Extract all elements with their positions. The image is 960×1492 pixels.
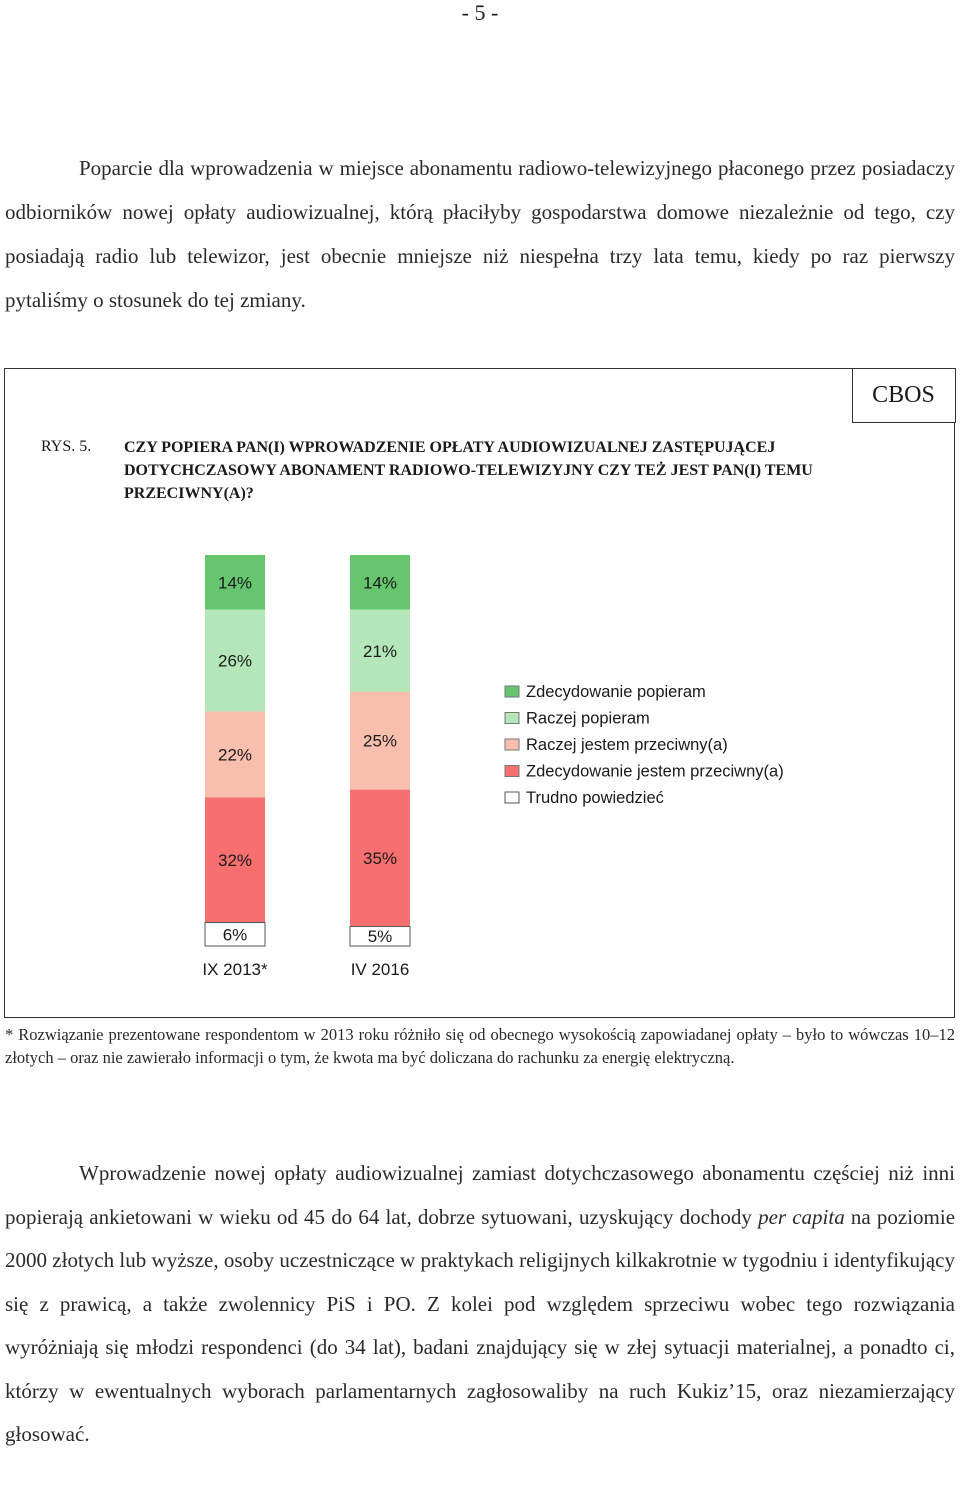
legend-swatch-1 — [505, 713, 519, 724]
figure-label: RYS. 5. — [41, 438, 92, 455]
legend-label-1: Raczej popieram — [526, 709, 650, 728]
legend-label-2: Raczej jestem przeciwny(a) — [526, 736, 728, 754]
footnote: * Rozwiązanie prezentowane respondentom w 2013 roku różniło się od obecnego wysokością zapowiadanej opłaty – było to wówczas 10–12 złotych – oraz nie zawierało informacji o tym, że kwota ma być doliczana do rachunku za energię elektryczną. — [5, 1025, 955, 1067]
closing-paragraph-text-2: na poziomie 2000 złotych lub wyższe, osoby uczestniczące w praktykach religijnych kilkakrotnie w tygodniu i identyfikujący się z prawicą, a także zwolennicy PiS i PO. Z kolei pod względem sprzeciwu wobec tego rozwiązania wyróżniają się młodzi respondenci (do 34 lat), badani znajdujący się w złej sytuacji materialnej, a ponadto ci, którzy w ewentualnych wyborach parlamentarnych zagłosowaliby na ruch Kukiz’15, oraz niezamierzający głosować. — [5, 1204, 956, 1446]
source-label: CBOS — [852, 368, 956, 423]
figure-title: CZY POPIERA PAN(I) WPROWADZENIE OPŁATY AUDIOWIZUALNEJ ZASTĘPUJĄCEJ DOTYCHCZASOWY ABONAMENT RADIOWO-TELEWIZYJNY CZY TEŻ JEST PAN(I) TEMU PRZECIWNY(A)? — [124, 439, 813, 502]
data-label-4-0: 6% — [222, 925, 248, 945]
legend-swatch-2 — [505, 739, 519, 750]
page-number: - 5 - — [461, 0, 499, 25]
legend-swatch-4 — [505, 792, 519, 803]
data-label-2-0: 22% — [217, 745, 253, 765]
data-label-4-1: 5% — [367, 927, 393, 947]
legend-label-4: Trudno powiedzieć — [526, 789, 664, 807]
data-label-2-1: 25% — [362, 731, 398, 751]
legend-swatch-3 — [505, 766, 519, 777]
category-label-0: IX 2013* — [202, 960, 268, 979]
stacked-bar-chart — [5, 369, 953, 1016]
legend-swatch-0 — [505, 686, 519, 697]
closing-paragraph — [5, 1152, 955, 1457]
legend-label-0: Zdecydowanie popieram — [526, 683, 706, 701]
legend-label-3: Zdecydowanie jestem przeciwny(a) — [526, 762, 784, 781]
data-label-0-0: 14% — [217, 573, 253, 593]
intro-paragraph: Poparcie dla wprowadzenia w miejsce abonamentu radiowo-telewizyjnego płaconego przez posiadaczy odbiorników nowej opłaty audiowizualnej, którą płaciłyby gospodarstwa domowe niezależnie od tego, czy posiadają radio lub telewizor, jest obecnie mniejsze niż niespełna trzy lata temu, kiedy po raz pierwszy pytaliśmy o stosunek do tej zmiany. — [5, 156, 955, 312]
closing-paragraph-italic: per capita — [758, 1204, 845, 1229]
data-label-3-1: 35% — [362, 849, 398, 869]
category-label-1: IV 2016 — [350, 960, 410, 979]
figure-box — [4, 368, 955, 1018]
data-label-3-0: 32% — [217, 850, 253, 870]
data-label-1-1: 21% — [362, 641, 398, 661]
data-label-0-1: 14% — [362, 573, 398, 593]
closing-paragraph-text-1: Wprowadzenie nowej opłaty audiowizualnej zamiast dotychczasowego abonamentu częściej niż inni popierają ankietowani w wieku od 45 do 64 lat, dobrze sytuowani, uzyskujący dochody — [5, 1161, 955, 1229]
data-label-1-0: 26% — [217, 651, 253, 671]
